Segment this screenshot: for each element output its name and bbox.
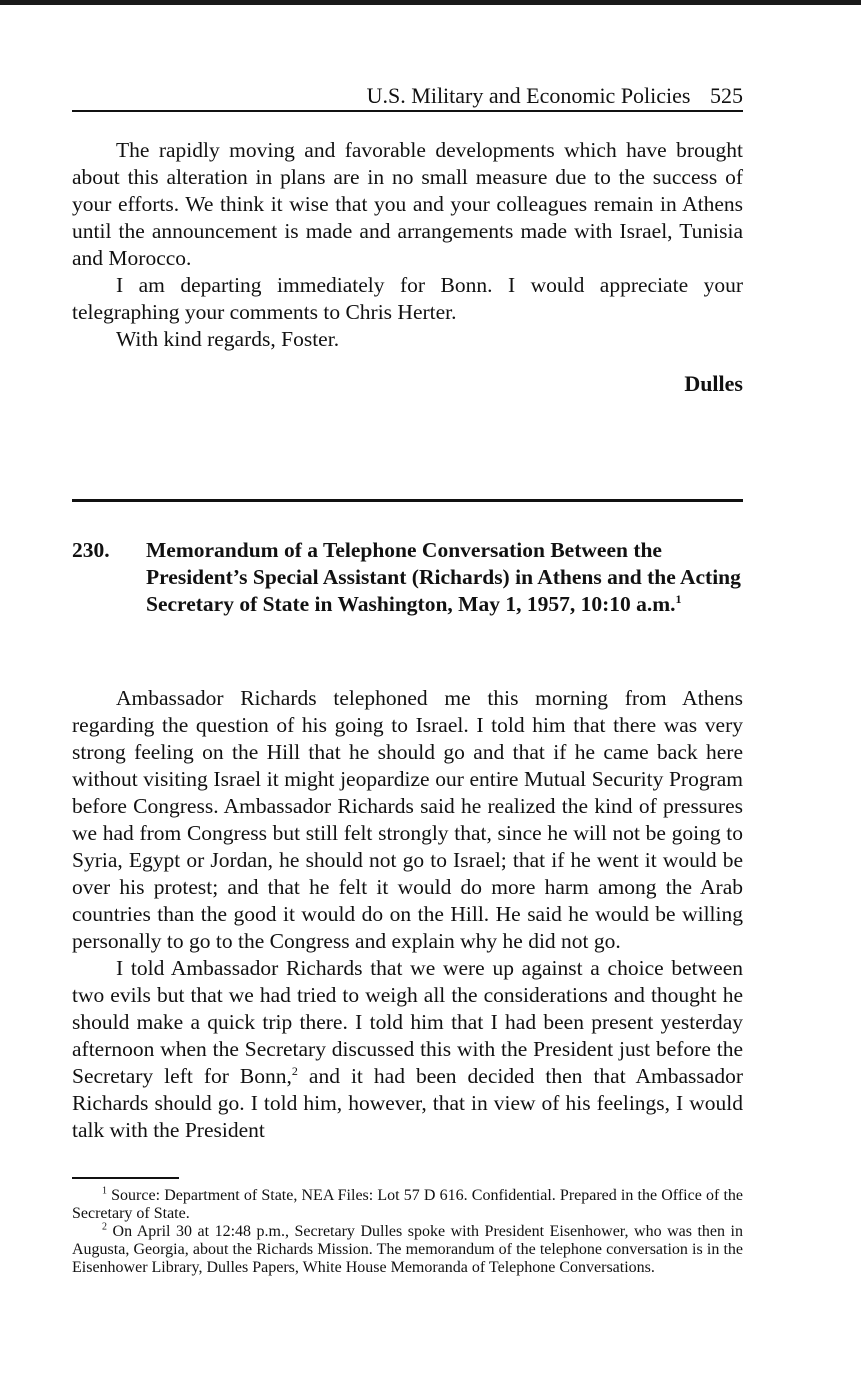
document-title-line [146, 537, 743, 618]
memo-paragraph-1: Ambassador Richards telephoned me this morning from Athens regarding the question of his going to Israel. I told him that there was very strong feeling on the Hill that he should go and that if he came back here without visiting Israel it might jeopardize our entire Mutual Security Program before Congress. Ambassador Richards said he realized the kind of pressures we had from Congress but still felt strongly that, since he will not be going to Syria, Egypt or Jordan, he should not go to Israel; that if he went it would be over his protest; and that he felt it would do more harm among the Arab countries than the good it would do on the Hill. He said he would be willing personally to go to the Congress and explain why he did not go. [72, 686, 743, 953]
running-title: U.S. Military and Economic Policies [366, 83, 691, 108]
footnote-1-number: 1 [102, 1185, 107, 1197]
page-number: 525 [710, 83, 743, 108]
memorandum-body [72, 685, 743, 1144]
letter-paragraph: The rapidly moving and favorable developments which have brought about this alteration in plans are in no small measure due to the success of your efforts. We think it wise that you and your colleagues remain in Athens until the announcement is made and arrangements made with Israel, Tunisia and Morocco. [72, 138, 743, 270]
section-divider [72, 499, 743, 502]
document-title: Memorandum of a Telephone Conversation Between the President’s Special Assistant (Richards) in Athens and the Acting Secretary of State in Washington, May 1, 1957, 10:10 a.m. [146, 538, 741, 616]
footnote-ref-2: 2 [291, 1063, 298, 1078]
document-heading [72, 537, 743, 618]
scan-top-border [0, 0, 861, 5]
letter-paragraph: I am departing immediately for Bonn. I would appreciate your telegraphing your comments to Chris Herter. [72, 273, 743, 324]
running-header [72, 82, 743, 112]
footnote-1 [72, 1187, 743, 1223]
footnote-2-text: On April 30 at 12:48 p.m., Secretary Dulles spoke with President Eisenhower, who was then in Augusta, Georgia, about the Richards Mission. The memorandum of the telephone conversation is in the Eisenhower Library, Dulles Papers, White House Memoranda of Telephone Conversations. [72, 1223, 743, 1276]
letter-closing: With kind regards, Foster. [116, 327, 340, 351]
letter-signature: Dulles [684, 371, 743, 396]
memo-paragraph-2 [72, 955, 743, 1144]
footnote-1-text: Source: Department of State, NEA Files: Lot 57 D 616. Confidential. Prepared in the Office of the Secretary of State. [72, 1187, 743, 1222]
document-number: 230. [72, 538, 110, 562]
letter-body [72, 137, 743, 353]
footnote-separator [72, 1177, 179, 1179]
memo-paragraph-2-text: I told Ambassador Richards that we were up against a choice between two evils but that we had tried to weigh all the considerations and thought he should make a quick trip there. I told him that I had been present yesterday afternoon when the Secretary discussed this with the President just before the Secretary left for Bonn, [72, 956, 743, 1088]
footnotes [72, 1187, 743, 1277]
footnote-2-number: 2 [102, 1221, 107, 1233]
footnote-2 [72, 1223, 743, 1277]
memo-paragraph-2-continued: and it had been decided then that Ambassador Richards should go. I told him, however, that in view of his feelings, I would talk with the President [72, 1064, 743, 1142]
title-footnote-ref: 1 [675, 591, 682, 606]
